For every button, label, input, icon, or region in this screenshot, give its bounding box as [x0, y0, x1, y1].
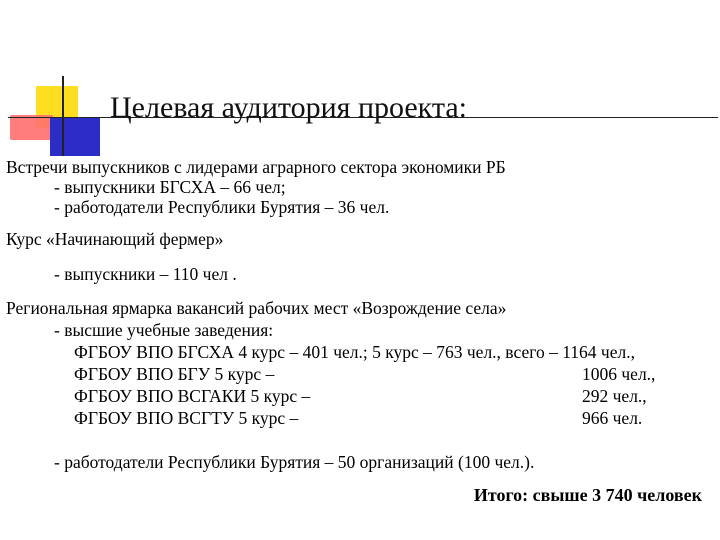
institution-bgsha: ФГБОУ ВПО БГСХА 4 курс – 401 чел.; 5 курс – 763 чел., всего – 1164 чел., [74, 342, 635, 362]
meetings-heading: Встречи выпускников с лидерами аграрного сектора экономики РБ [6, 157, 506, 177]
decor-red-block [10, 115, 53, 140]
meetings-item-employers: - работодатели Республики Бурятия – 36 чел. [54, 197, 390, 217]
course-heading: Курс «Начинающий фермер» [6, 229, 224, 249]
institution-vsgtu-count: 966 чел. [582, 408, 643, 428]
meetings-item-graduates: - выпускники БГСХА – 66 чел; [54, 177, 286, 197]
institution-vsgaki-count: 292 чел., [582, 386, 647, 406]
fair-employers: - работодатели Республики Бурятия – 50 организаций (100 чел.). [54, 452, 535, 472]
institution-vsgtu: ФГБОУ ВПО ВСГТУ 5 курс – [74, 408, 299, 428]
fair-subheading: - высшие учебные заведения: [54, 320, 274, 340]
institution-bgu-count: 1006 чел., [582, 364, 656, 384]
institution-bgu: ФГБОУ ВПО БГУ 5 курс – [74, 364, 275, 384]
course-item-graduates: - выпускники – 110 чел . [54, 264, 237, 284]
slide-title: Целевая аудитория проекта: [110, 91, 467, 124]
fair-heading: Региональная ярмарка вакансий рабочих мест «Возрождение села» [6, 298, 507, 318]
decor-blue-square [50, 118, 100, 156]
institution-vsgaki: ФГБОУ ВПО ВСГАКИ 5 курс – [74, 386, 311, 406]
total-summary: Итого: свыше 3 740 человек [473, 485, 702, 505]
decor-vertical-line [62, 76, 64, 156]
